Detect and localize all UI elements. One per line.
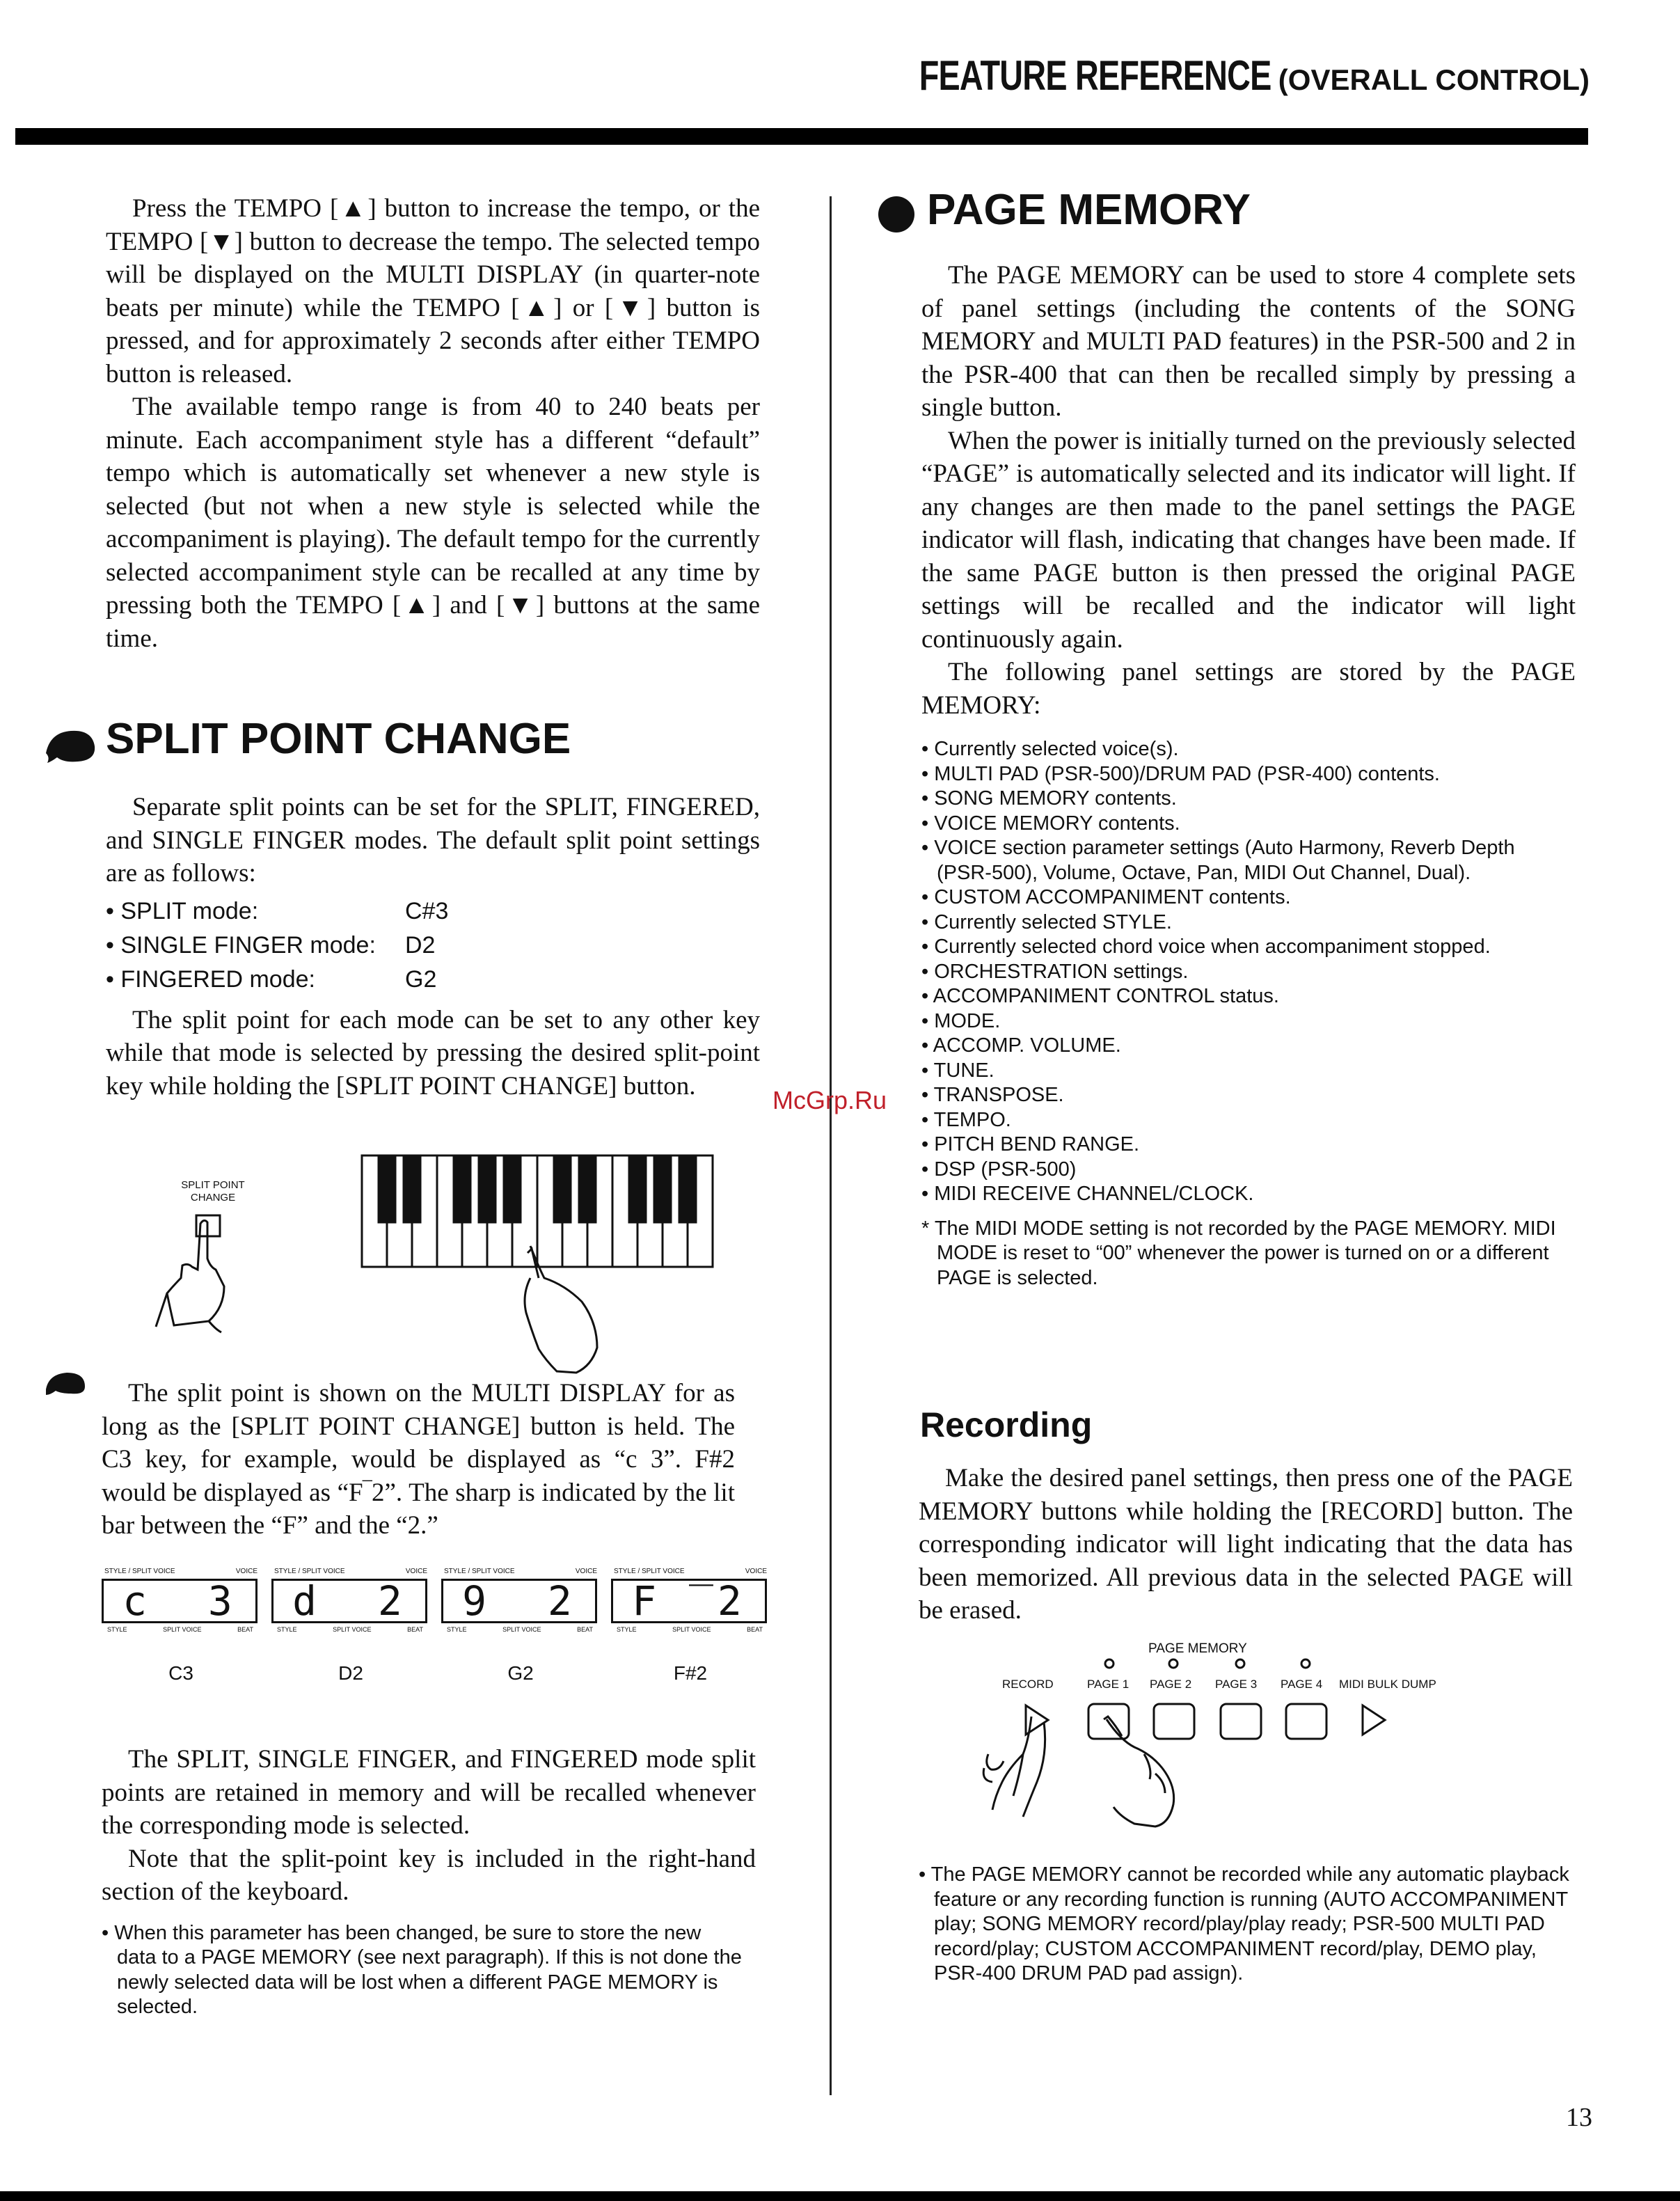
lcd-caption: D2 (338, 1662, 363, 1684)
stored-setting-item: • CUSTOM ACCOMPANIMENT contents. (921, 886, 1291, 908)
lcd-top-label: STYLE / SPLIT VOICE (104, 1568, 175, 1575)
lcd-top-labels (274, 1568, 427, 1575)
lcd-top-labels (104, 1568, 257, 1575)
stored-setting-item: • TRANSPOSE. (921, 1084, 1064, 1106)
stored-setting-item: • PITCH BEND RANGE. (921, 1133, 1140, 1155)
lcd-bottom-label: SPLIT VOICE (502, 1626, 541, 1633)
split-point-change-label: SPLIT POINT CHANGE (181, 1179, 245, 1204)
lcd-top-label: STYLE / SPLIT VOICE (444, 1568, 515, 1575)
page-memory-bullet-icon (878, 196, 914, 232)
lcd-top-label: VOICE (405, 1568, 427, 1575)
split-closing-text (102, 1743, 756, 2020)
stored-setting-item: • Currently selected STYLE. (921, 910, 1172, 933)
page-memory-intro (921, 259, 1576, 1291)
lcd-bottom-labels (447, 1626, 593, 1633)
footer-rule (0, 2191, 1680, 2201)
watermark: McGrp.Ru (772, 1086, 887, 1114)
lcd-bottom-label: SPLIT VOICE (672, 1626, 711, 1633)
recording-note-block (919, 1863, 1573, 1987)
lcd-top-label: VOICE (575, 1568, 597, 1575)
recording-note: • The PAGE MEMORY cannot be recorded while any automatic playback feature or any recording function is running (AUTO ACCOMPANIMENT play; SONG MEMORY record/play/play ready; PSR-500 MULTI PAD record/play; CUSTOM ACCOMPANIMENT record/play, DEMO play, PSR-400 DRUM PAD pad assign). (919, 1863, 1569, 1985)
split-mode-list (106, 894, 760, 997)
stored-setting-item: • TUNE. (921, 1059, 994, 1082)
panel-label: MIDI BULK DUMP (1339, 1678, 1436, 1691)
panel-label: RECORD (1002, 1678, 1054, 1691)
lcd-bottom-labels (277, 1626, 423, 1633)
page-paragraph-1: The PAGE MEMORY can be used to store 4 complete sets of panel settings (including the contents of the SONG MEMORY and MULTI PAD features) in the PSR-500 and 2 in the PSR-400 that can then be recalled simply by pressing a single button. (921, 261, 1576, 422)
lcd-top-labels (444, 1568, 597, 1575)
page-memory-panel-diagram (967, 1650, 1496, 1838)
panel-label: PAGE 3 (1215, 1678, 1258, 1691)
lcd-screen: c 3 (102, 1579, 257, 1623)
split-paragraph-2: The split point for each mode can be set to any other key while that mode is selected by pressing the desired split-point key while holding the [SPLIT POINT CHANGE] button. (106, 1005, 760, 1100)
left-column (106, 192, 760, 655)
lcd-caption: G2 (507, 1662, 534, 1684)
stored-setting-item: • ACCOMP. VOLUME. (921, 1034, 1121, 1057)
page-paragraph-3: The following panel settings are stored by the PAGE MEMORY: (921, 658, 1576, 720)
split-heading-marker-icon (43, 725, 97, 768)
lcd-caption: C3 (168, 1662, 193, 1684)
lcd-top-label: VOICE (235, 1568, 257, 1575)
split-mode-row: • FINGERED mode: G2 (106, 965, 437, 993)
header-rule (15, 128, 1588, 145)
lcd-caption: F#2 (673, 1662, 708, 1684)
split-paragraph-5: Note that the split-point key is included in the right-hand section of the keyboard. (102, 1844, 756, 1906)
lcd-display (271, 1568, 430, 1684)
header-main-title: FEATURE REFERENCE (919, 52, 1271, 99)
page-number: 13 (1566, 2103, 1592, 2132)
header-subtitle: (OVERALL CONTROL) (1278, 63, 1590, 96)
lcd-bottom-label: STYLE (447, 1626, 467, 1633)
page-header-title (820, 52, 1590, 100)
split-paragraph-4: The SPLIT, SINGLE FINGER, and FINGERED mode split points are retained in memory and will be recalled whenever the corresponding mode is selected. (102, 1745, 756, 1840)
stored-setting-item: • ORCHESTRATION settings. (921, 960, 1189, 983)
display-note-marker-icon (43, 1368, 88, 1400)
split-intro (106, 791, 760, 1103)
page-paragraph-2: When the power is initially turned on the previously selected “PAGE” is automatically selected and its indicator will light. If any changes are then made to the panel settings the PAGE indicator will flash, indicating that changes have been made. If the same PAGE button is then pressed the original PAGE settings will be recalled and the indicator will light continuously again. (921, 426, 1576, 654)
lcd-top-label: VOICE (745, 1568, 767, 1575)
stored-setting-item: • Currently selected chord voice when accompaniment stopped. (921, 936, 1491, 958)
lcd-top-label: STYLE / SPLIT VOICE (274, 1568, 345, 1575)
stored-settings-list (921, 737, 1548, 1207)
lcd-bottom-label: BEAT (237, 1626, 253, 1633)
split-display-text (102, 1377, 735, 1543)
tempo-paragraph-2: The available tempo range is from 40 to 240 beats per minute. Each accompaniment style has a different “default” tempo which is automatically set whenever a new style is selected (but not when a new style is selected while the accompaniment is playing). The default tempo for the currently selected accompaniment style can be recalled at any time by pressing both the TEMPO [▲] and [▼] buttons at the same time. (106, 393, 760, 653)
page-memory-heading: PAGE MEMORY (927, 186, 1251, 234)
lcd-bottom-label: SPLIT VOICE (333, 1626, 372, 1633)
lcd-top-labels (614, 1568, 767, 1575)
panel-label: PAGE 4 (1281, 1678, 1323, 1691)
split-note: • When this parameter has been changed, be sure to store the new data to a PAGE MEMORY (see next paragraph). If this is not done the newly selected data will be lost when a different PAGE MEMORY is selected. (102, 1921, 742, 2018)
lcd-bottom-label: BEAT (747, 1626, 763, 1633)
split-paragraph-3: The split point is shown on the MULTI DISPLAY for as long as the [SPLIT POINT CHANGE] button is held. The C3 key, for example, would be displayed as “c 3”. F#2 would be displayed as “F‾2”. The sharp is indicated by the lit bar between the “F” and the “2.” (102, 1379, 735, 1540)
panel-label: PAGE 1 (1087, 1678, 1130, 1691)
stored-setting-item: • DSP (PSR-500) (921, 1158, 1077, 1181)
stored-setting-item: • SONG MEMORY contents. (921, 787, 1177, 810)
stored-setting-item: • ACCOMPANIMENT CONTROL status. (921, 985, 1279, 1007)
lcd-bottom-label: STYLE (277, 1626, 297, 1633)
lcd-display (611, 1568, 770, 1684)
split-point-button-diagram (146, 1203, 251, 1335)
stored-setting-item: • MULTI PAD (PSR-500)/DRUM PAD (PSR-400) contents. (921, 762, 1440, 785)
lcd-bottom-label: SPLIT VOICE (163, 1626, 202, 1633)
lcd-bottom-label: STYLE (107, 1626, 127, 1633)
stored-setting-item: • Currently selected voice(s). (921, 738, 1179, 760)
stored-setting-item: • MIDI RECEIVE CHANNEL/CLOCK. (921, 1183, 1254, 1205)
lcd-bottom-label: STYLE (617, 1626, 637, 1633)
lcd-display (441, 1568, 600, 1684)
midi-mode-note: * The MIDI MODE setting is not recorded by the PAGE MEMORY. MIDI MODE is reset to “00” whenever the power is turned on or a different PAGE is selected. (921, 1217, 1556, 1289)
panel-label: PAGE 2 (1150, 1678, 1192, 1691)
lcd-bottom-labels (617, 1626, 763, 1633)
lcd-display-row (102, 1568, 770, 1684)
lcd-screen: d 2 (271, 1579, 427, 1623)
split-paragraph-1: Separate split points can be set for the SPLIT, FINGERED, and SINGLE FINGER modes. The default split point settings are as follows: (106, 793, 760, 888)
split-point-change-heading: SPLIT POINT CHANGE (106, 715, 571, 763)
recording-heading: Recording (920, 1405, 1093, 1444)
lcd-screen: 9 2 (441, 1579, 597, 1623)
lcd-screen: F ‾2 (611, 1579, 767, 1623)
lcd-bottom-label: BEAT (577, 1626, 593, 1633)
split-mode-row: • SPLIT mode: C#3 (106, 897, 449, 924)
stored-setting-item: • MODE. (921, 1009, 1001, 1032)
tempo-paragraph-1: Press the TEMPO [▲] button to increase the tempo, or the TEMPO [▼] button to decrease the tempo. The selected tempo will be displayed on the MULTI DISPLAY (in quarter-note beats per minute) while the TEMPO [▲] or [▼] button is pressed, and for approximately 2 seconds after either TEMPO button is released. (106, 194, 760, 388)
split-mode-row: • SINGLE FINGER mode: D2 (106, 931, 436, 958)
lcd-bottom-label: BEAT (407, 1626, 423, 1633)
stored-setting-item: • VOICE section parameter settings (Auto Harmony, Reverb Depth (PSR-500), Volume, Octave, Pan, MIDI Out Channel, Dual). (921, 837, 1515, 884)
lcd-bottom-labels (107, 1626, 253, 1633)
panel-title: PAGE MEMORY (1148, 1641, 1247, 1656)
keyboard-diagram (356, 1149, 746, 1385)
column-divider (830, 196, 832, 2095)
lcd-top-label: STYLE / SPLIT VOICE (614, 1568, 685, 1575)
stored-setting-item: • TEMPO. (921, 1108, 1011, 1131)
lcd-display (102, 1568, 260, 1684)
recording-text (919, 1462, 1573, 1627)
recording-paragraph-1: Make the desired panel settings, then press one of the PAGE MEMORY buttons while holding the [RECORD] button. The corresponding indicator will light indicating that the data has been memorized. All previous data in the selected PAGE will be erased. (919, 1464, 1573, 1625)
stored-setting-item: • VOICE MEMORY contents. (921, 812, 1180, 835)
